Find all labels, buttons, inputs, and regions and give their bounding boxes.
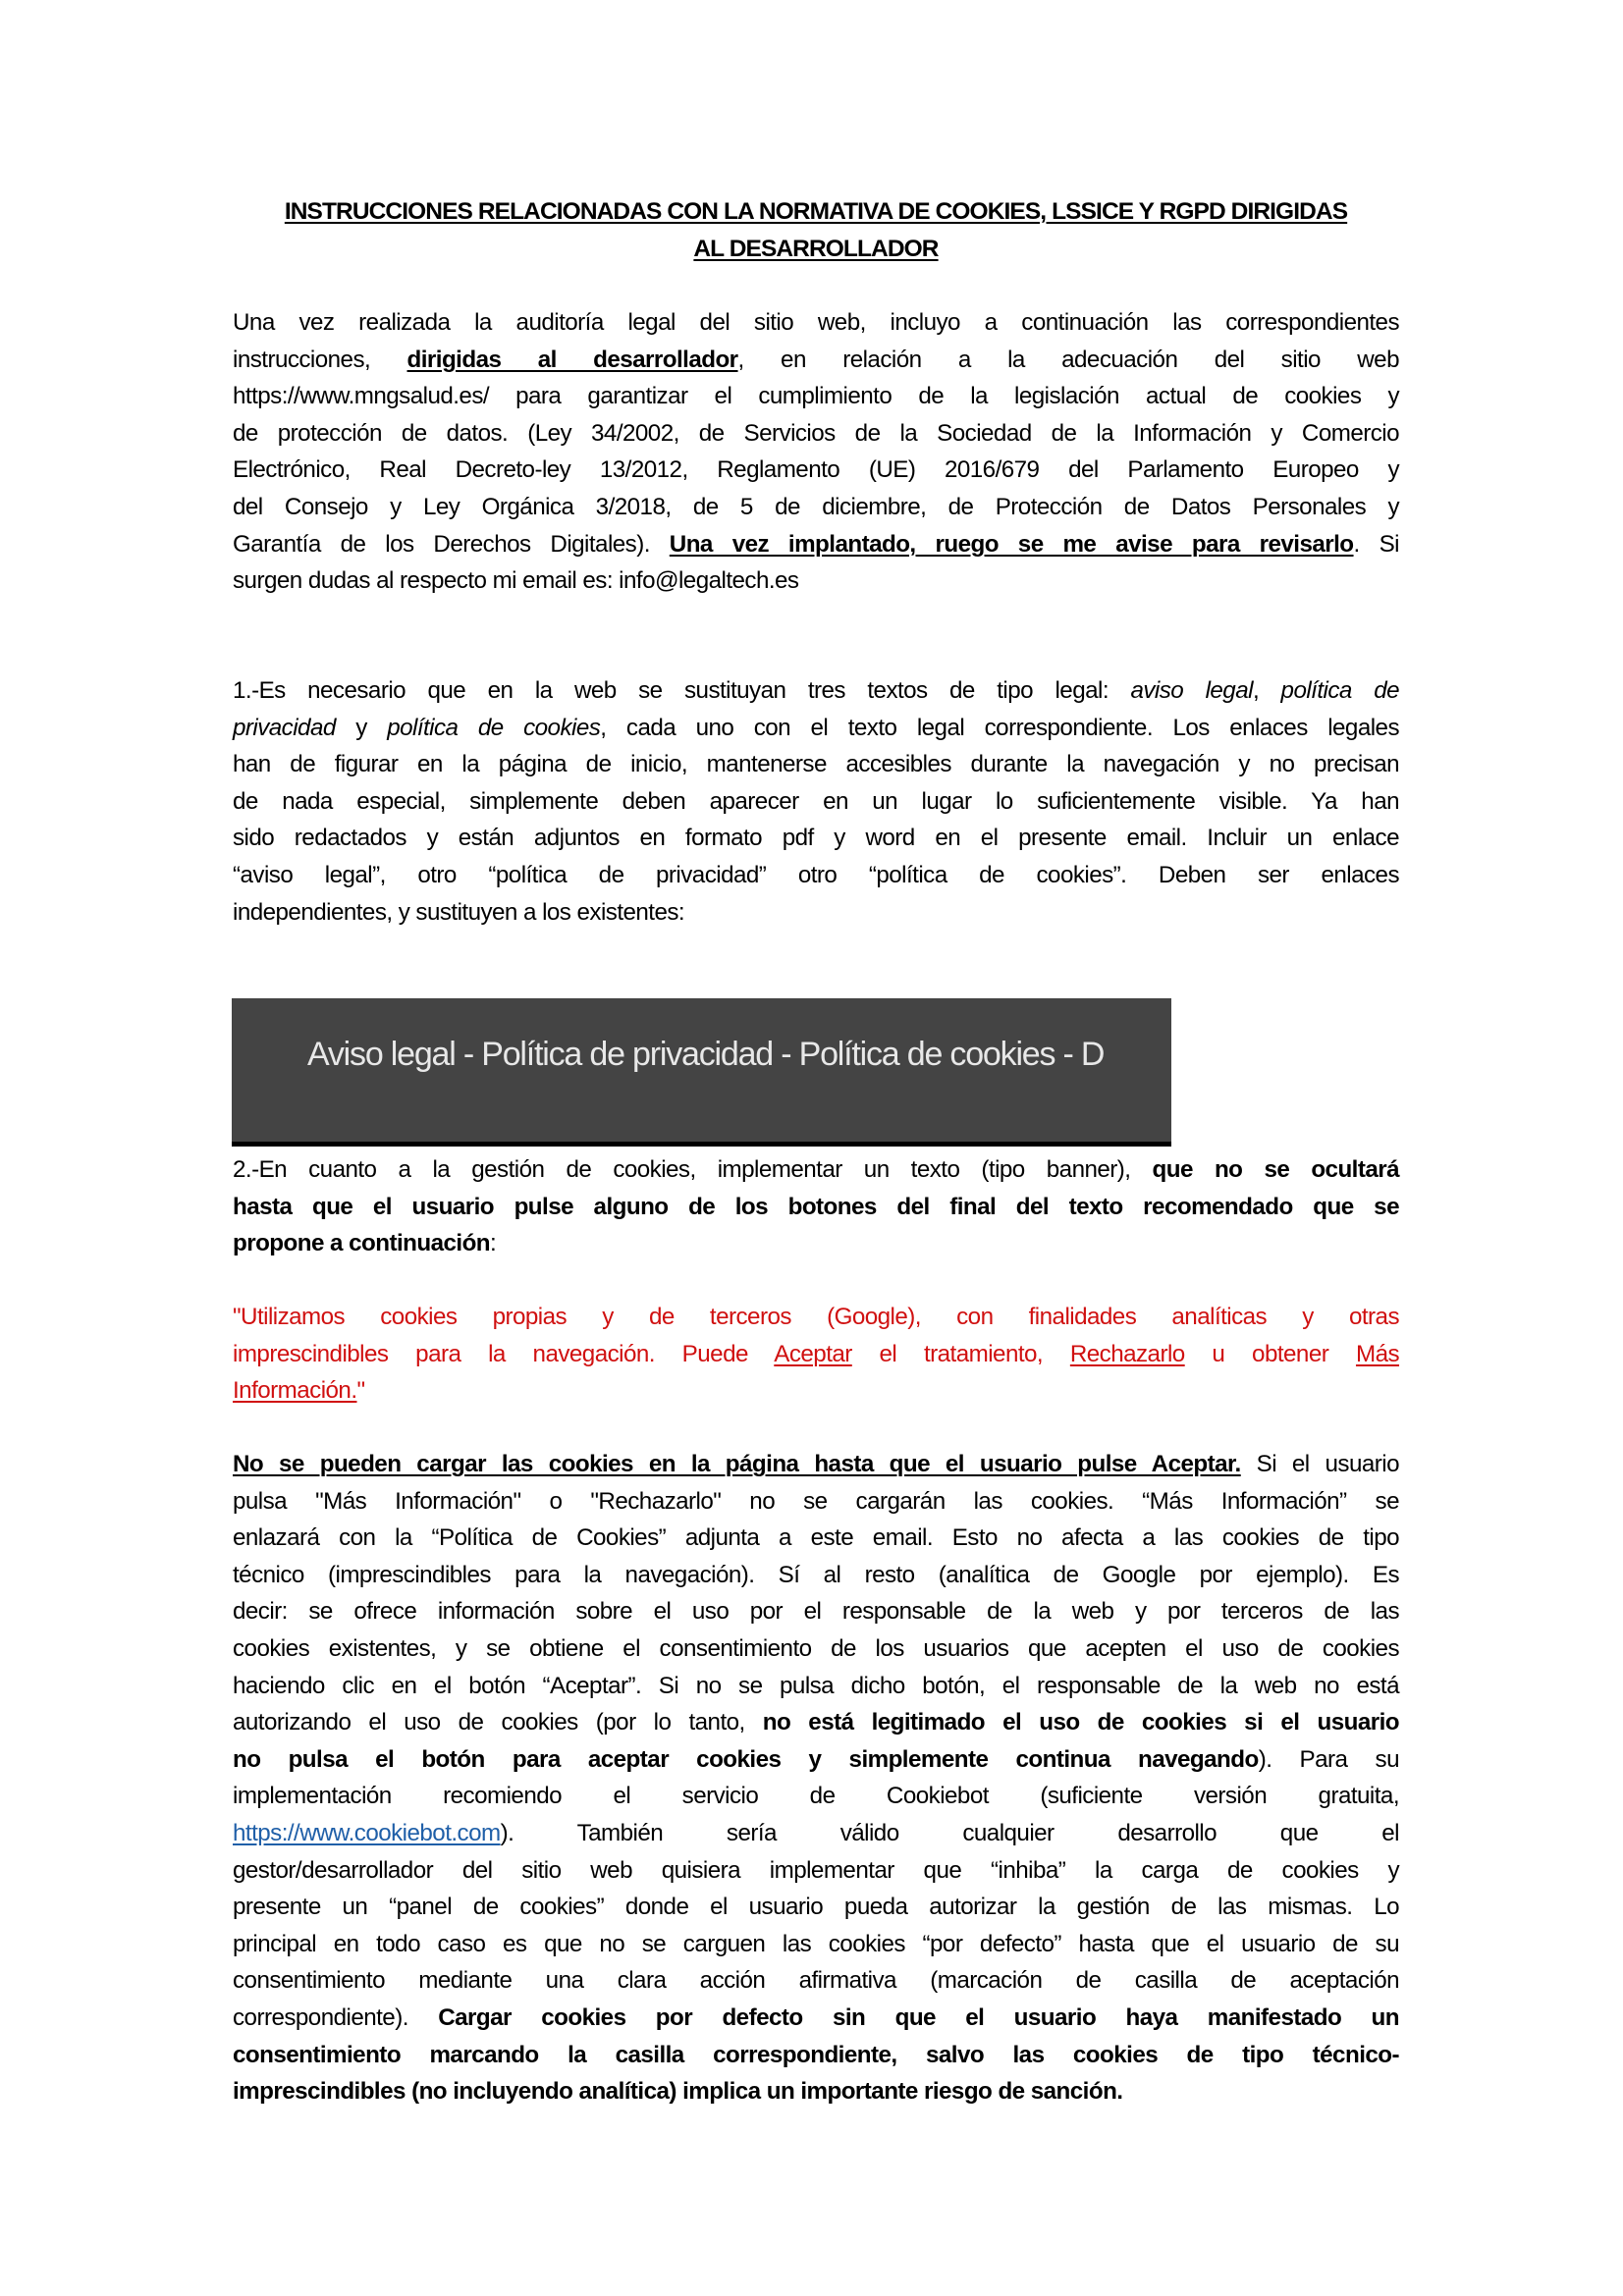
text-line [233, 857, 1399, 894]
italic-text: aviso legal [1130, 677, 1253, 704]
title-text: INSTRUCCIONES RELACIONADAS CON LA NORMATIVA DE COOKIES, LSSICE Y RGPD DIRIGIDAS [284, 198, 1348, 225]
text: "Utilizamos cookies propias y de terceros (Google), con finalidades analíticas y otras [233, 1304, 1399, 1330]
text: el tratamiento, [879, 1340, 1070, 1367]
text: principal en todo caso es que no se carguen las cookies “por defecto” hasta que el usuario de su [233, 1930, 1399, 1957]
text: ). También sería válido cualquier desarrollo que el [500, 1819, 1399, 1846]
text-line [233, 783, 1399, 821]
text-line [233, 1852, 1399, 1890]
text-line [233, 1704, 1399, 1741]
text-line [233, 1815, 1399, 1852]
text-line [233, 1189, 1399, 1226]
text-line [233, 1336, 1399, 1373]
text-line [233, 1668, 1399, 1705]
text-line [233, 1446, 1399, 1483]
section-2 [233, 1151, 1399, 1262]
text: implementación recomiendo el servicio de Cookiebot (suficiente versión gratuita, [233, 1783, 1399, 1810]
text: de protección de datos. (Ley 34/2002, de Servicios de la Sociedad de la Información y Comercio [233, 419, 1399, 447]
text-line [233, 526, 1399, 563]
text: consentimiento mediante una clara acción afirmativa (marcación de casilla de aceptación [233, 1967, 1399, 1995]
text: imprescindibles para la navegación. Puede [233, 1340, 775, 1367]
title-line [233, 193, 1399, 231]
text: enlazará con la “Política de Cookies” adjunta a este email. Esto no afecta a las cookies de tipo [233, 1524, 1399, 1552]
text: 1.-Es necesario que en la web se sustituyan tres textos de tipo legal: [233, 677, 1131, 704]
text: presente un “panel de cookies” donde el usuario pueda autorizar la gestión de las mismas. Lo [233, 1894, 1399, 1921]
text: Garantía de los Derechos Digitales). [233, 530, 670, 558]
bold-underlined-text: No se pueden cargar las cookies en la página hasta que el usuario pulse Aceptar. [233, 1451, 1241, 1477]
text-line [233, 342, 1399, 379]
text-line [233, 1299, 1399, 1336]
text: u obtener [1212, 1340, 1356, 1367]
text-line [233, 489, 1399, 526]
section-3 [233, 1446, 1399, 2110]
text: decir: se ofrece información sobre el uso por el responsable de la web y por terceros de las [233, 1598, 1399, 1626]
title-line [233, 231, 1399, 268]
text-line [233, 1962, 1399, 2000]
contact-email-text: surgen dudas al respecto mi email es: info@legaltech.es [233, 567, 799, 595]
bold-text: imprescindibles (no incluyendo analítica) implica un importante riesgo de sanción. [233, 2078, 1123, 2106]
text: cookies existentes, y se obtiene el consentimiento de los usuarios que acepten el uso de cookies [233, 1634, 1399, 1662]
text: sido redactados y están adjuntos en formato pdf y word en el presente email. Incluir un enlace [233, 825, 1399, 852]
bold-text: que no se ocultará [1152, 1156, 1400, 1183]
bold-text: no pulsa el botón para aceptar cookies y simplemente continua navegando [233, 1745, 1259, 1773]
text: instrucciones, [233, 346, 407, 373]
text: Una vez realizada la auditoría legal del sitio web, incluyo a continuación las correspondientes [233, 309, 1399, 336]
text-line [233, 378, 1399, 415]
text: Electrónico, Real Decreto-ley 13/2012, Reglamento (UE) 2016/679 del Parlamento Europeo y [233, 456, 1399, 484]
title-text: AL DESARROLLADOR [693, 235, 939, 262]
bold-text: consentimiento marcando la casilla correspondiente, salvo las cookies de tipo técnico- [233, 2041, 1399, 2068]
text: han de figurar en la página de inicio, mantenerse accesibles durante la navegación y no precisan [233, 751, 1399, 778]
text: autorizando el uso de cookies (por lo tanto, [233, 1709, 763, 1736]
intro-paragraph [233, 304, 1399, 600]
text-line [233, 820, 1399, 857]
more-info-option-text: Más [1355, 1340, 1400, 1367]
text-line [233, 415, 1399, 453]
text-line [233, 1483, 1399, 1521]
text-line [233, 746, 1399, 783]
italic-text: privacidad [233, 714, 336, 741]
text: gestor/desarrollador del sitio web quisiera implementar que “inhiba” la carga de cookies y [233, 1856, 1399, 1884]
text-line [233, 562, 1399, 600]
legal-links-text: Aviso legal - Política de privacidad - Política de cookies - D [307, 1036, 1105, 1073]
text: de nada especial, simplemente deben aparecer en un lugar lo suficientemente visible. Ya han [233, 787, 1399, 815]
bold-text: hasta que el usuario pulse alguno de los botones del final del texto recomendado que se [233, 1193, 1399, 1220]
reject-option-text: Rechazarlo [1069, 1340, 1185, 1367]
text: Si el usuario [1256, 1451, 1399, 1477]
text-line [233, 1926, 1399, 1963]
recommended-cookie-text [233, 1299, 1399, 1410]
text-line [233, 1372, 1399, 1410]
text-line [233, 304, 1399, 342]
text: . Si [1353, 530, 1399, 558]
text-line [233, 672, 1399, 710]
text-line [233, 1630, 1399, 1668]
text: https://www.mngsalud.es/ para garantizar el cumplimiento de la legislación actual de cookies y [233, 383, 1399, 410]
bold-text: Cargar cookies por defecto sin que el usuario haya manifestado un [438, 2003, 1400, 2031]
text-line [233, 452, 1399, 489]
text: " [356, 1377, 365, 1405]
text-line [233, 710, 1399, 747]
text-line [233, 1889, 1399, 1926]
text: 2.-En cuanto a la gestión de cookies, implementar un texto (tipo banner), [233, 1156, 1153, 1183]
text: ). Para su [1258, 1745, 1399, 1773]
text: pulsa "Más Información" o "Rechazarlo" no se cargarán las cookies. “Más Información” se [233, 1487, 1399, 1515]
text-line [233, 2073, 1399, 2110]
text: : [490, 1230, 497, 1257]
text-line [233, 1741, 1399, 1779]
text: técnico (imprescindibles para la navegación). Sí al resto (analítica de Google por ejemplo). Es [233, 1561, 1399, 1588]
text: , cada uno con el texto legal correspondiente. Los enlaces legales [600, 714, 1399, 741]
bold-text: propone a continuación [233, 1230, 491, 1257]
text: “aviso legal”, otro “política de privacidad” otro “política de cookies”. Deben ser enlaces [233, 861, 1399, 888]
accept-option-text: Aceptar [774, 1340, 852, 1367]
text-line [233, 2037, 1399, 2074]
cookiebot-link[interactable]: https://www.cookiebot.com [233, 1819, 501, 1846]
text: , en relación a la adecuación del sitio web [737, 346, 1399, 373]
bold-text: no está legitimado el uso de cookies si el usuario [762, 1709, 1399, 1736]
text: del Consejo y Ley Orgánica 3/2018, de 5 de diciembre, de Protección de Datos Personales y [233, 493, 1399, 520]
italic-text: política de [1280, 677, 1400, 704]
text: haciendo clic en el botón “Aceptar”. Si no se pulsa dicho botón, el responsable de la web no está [233, 1672, 1399, 1699]
text: , [1252, 677, 1281, 704]
text-line [233, 2000, 1399, 2037]
text-line [233, 894, 1399, 932]
document-title [233, 193, 1399, 267]
italic-text: política de cookies [387, 714, 601, 741]
emphasis-developer: dirigidas al desarrollador [406, 346, 738, 373]
emphasis-review-request: Una vez implantado, ruego se me avise para revisarlo [669, 530, 1354, 558]
text-line [233, 1151, 1399, 1189]
text: correspondiente). [233, 2003, 439, 2031]
text-line [233, 1520, 1399, 1557]
legal-links-footer-screenshot [232, 998, 1171, 1147]
text-line [233, 1225, 1399, 1262]
section-1 [233, 672, 1399, 931]
text-line [233, 1557, 1399, 1594]
more-info-option-text: Información. [233, 1377, 357, 1405]
text-line [233, 1778, 1399, 1815]
text-line [233, 1593, 1399, 1630]
text: y [335, 714, 388, 741]
text: independientes, y sustituyen a los existentes: [233, 898, 685, 926]
